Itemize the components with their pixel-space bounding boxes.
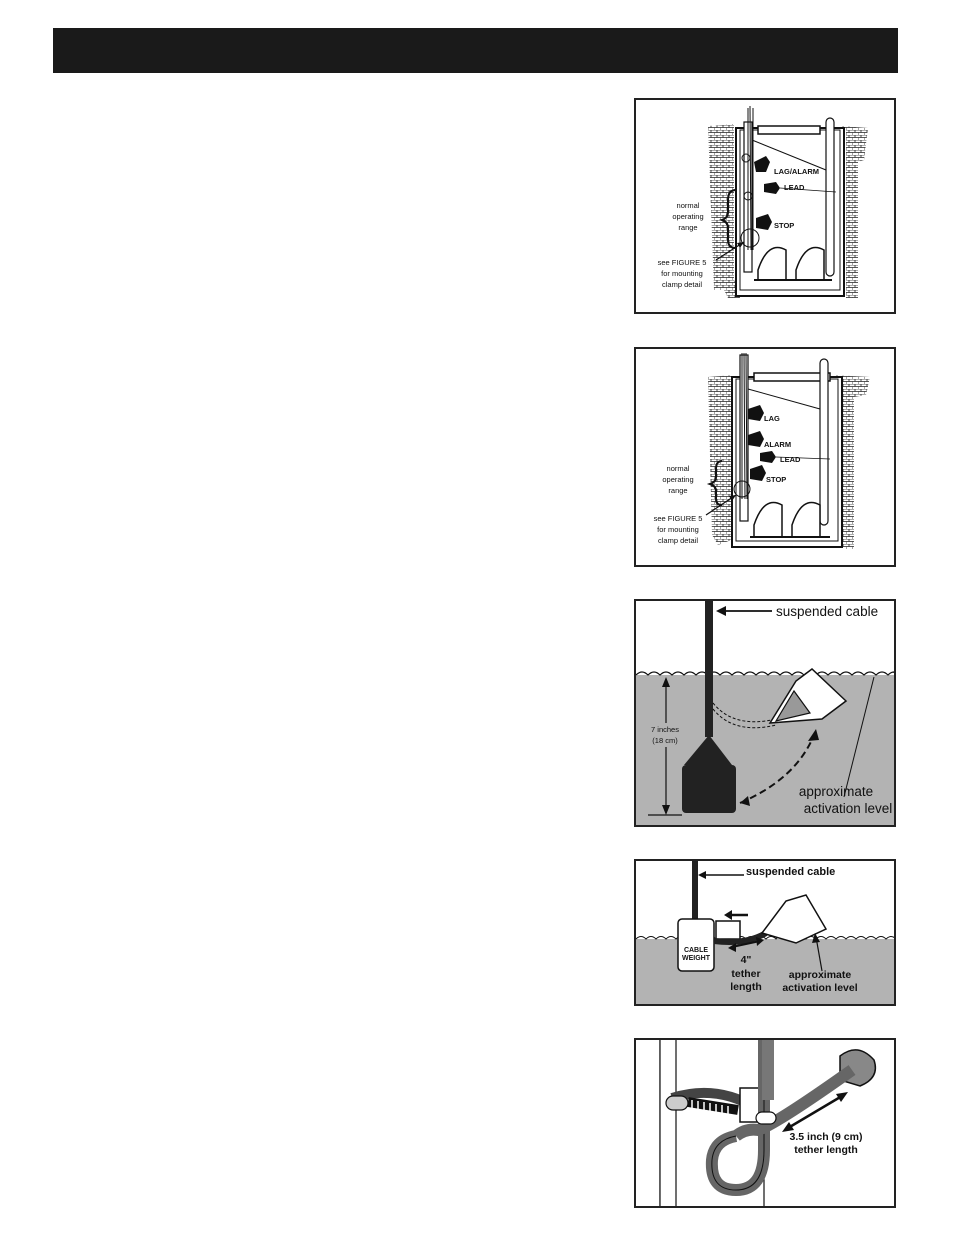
discharge-pipe-right [826,118,834,276]
ground-right [842,126,868,298]
label-range-3: range [668,486,688,495]
label-see-figure-2: for mounting [657,525,699,534]
label-see-figure-1: see FIGURE 5 [653,514,703,523]
label-depth-1: 7 inches [651,725,679,734]
figure-mounting-clamp-detail [634,1038,896,1208]
label-range-1: normal [666,464,690,473]
figure-duplex-pump-floats [634,98,896,314]
label-suspended-cable: suspended cable [776,604,879,619]
label-range-3: range [678,223,698,232]
label-lead: LEAD [780,455,801,464]
label-lag-alarm: LAG/ALARM [774,167,819,176]
label-tether-1: 4" [740,954,752,966]
suspended-cable [705,601,713,737]
discharge-pipe-right [820,359,828,525]
section-header-bar [53,28,898,73]
figure-float-activation-level [634,599,896,827]
label-weight-2: WEIGHT [682,955,710,962]
figure-duplex-pump-floats-alarm [634,347,896,567]
label-tether-1: 3.5 inch (9 cm) [789,1131,863,1143]
label-see-figure-1: see FIGURE 5 [657,258,707,267]
label-stop: STOP [774,221,795,230]
label-lag: LAG [764,414,780,423]
label-see-figure-3: clamp detail [661,280,703,289]
label-alarm: ALARM [764,440,792,449]
label-see-figure-3: clamp detail [657,536,699,545]
label-depth-2: (18 cm) [652,736,678,745]
label-range-2: operating [672,212,704,221]
label-lead: LEAD [784,183,805,192]
label-tether-3: length [730,981,762,993]
label-activation-2: activation level [782,982,858,994]
label-tether-2: tether [731,968,761,980]
label-activation-1: approximate [798,784,874,799]
label-activation-1: approximate [788,969,852,981]
label-range-1: normal [676,201,700,210]
suspended-cable [692,861,698,921]
water-surface [636,672,894,675]
label-stop: STOP [766,475,787,484]
label-activation-2: activation level [803,801,893,816]
label-weight-1: CABLE [683,947,709,954]
figure-cable-weight-tether [634,859,896,1006]
label-tether-2: tether length [794,1144,858,1156]
water [636,939,894,1004]
label-see-figure-2: for mounting [661,269,703,278]
cable-weight [678,919,714,971]
basin-cover-bar [758,126,820,134]
label-range-2: operating [662,475,694,484]
cable-weight [682,765,736,813]
label-suspended-cable: suspended cable [746,866,836,878]
